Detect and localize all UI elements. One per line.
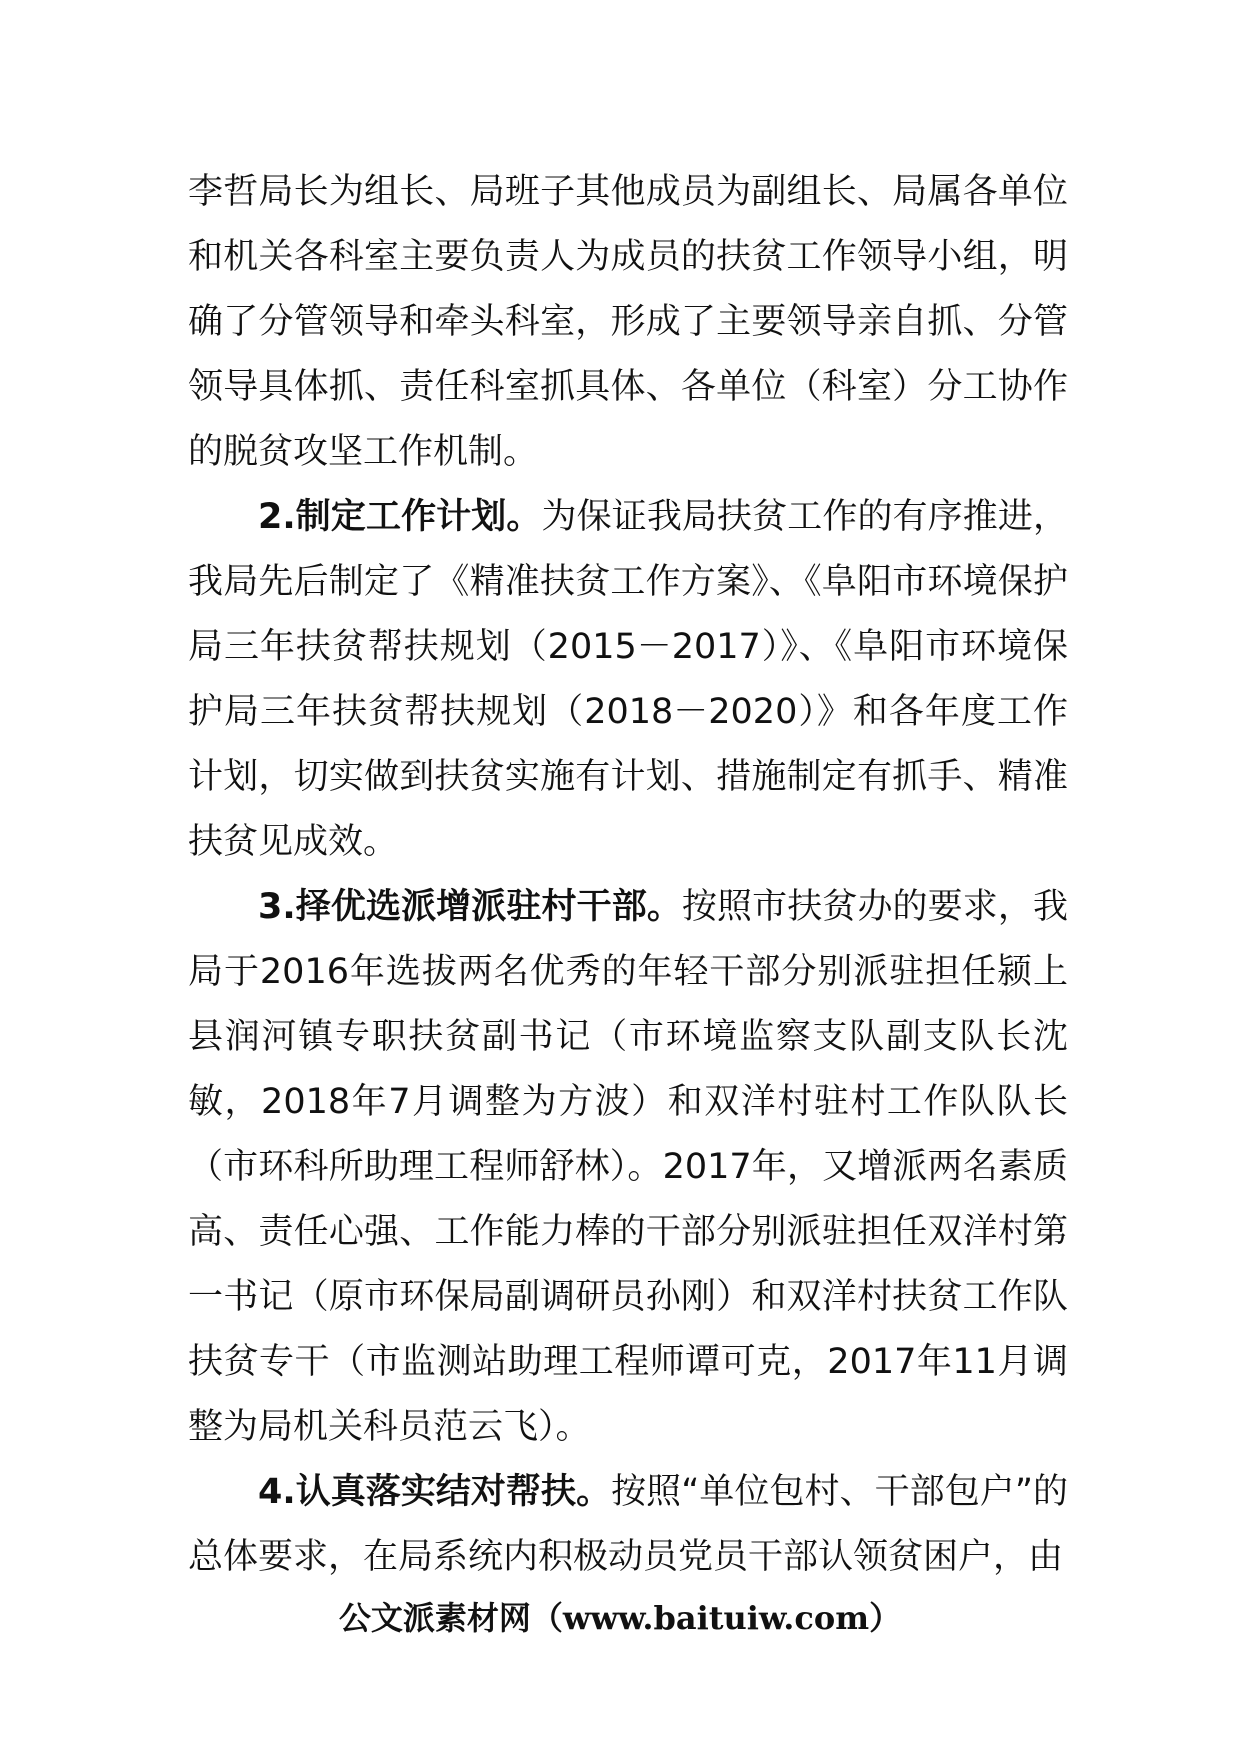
- paragraph-3-text: 按照市扶贫办的要求，我局于2016年选拔两名优秀的年轻干部分别派驻担任颍上县润河镇专职扶贫副书记（市环境监察支队副支队长沈敏，2018年7月调整为方波）和双洋村驻村工作队队长（市环科所助理工程师舒林）。2017年，又增派两名素质高、责任心强、工作能力棒的干部分别派驻担任双洋村第一书记（原市环保局副调研员孙刚）和双洋村扶贫工作队扶贫专干（市监测站助理工程师谭可克，2017年11月调整为局机关科员范云飞）。: [188, 887, 1068, 1447]
- paragraph-4: [188, 1460, 1068, 1590]
- paragraph-2: [188, 485, 1068, 875]
- footer-watermark: 公文派素材网（www.baituiw.com）: [338, 1599, 902, 1637]
- paragraph-4-heading: 4.认真落实结对帮扶。: [258, 1472, 612, 1512]
- paragraph-2-heading: 2.制定工作计划。: [258, 497, 542, 537]
- paragraph-1-text: 李哲局长为组长、局班子其他成员为副组长、局属各单位和机关各科室主要负责人为成员的扶贫工作领导小组，明确了分管领导和牵头科室，形成了主要领导亲自抓、分管领导具体抓、责任科室抓具体、各单位（科室）分工协作的脱贫攻坚工作机制。: [188, 172, 1068, 472]
- paragraph-3: [188, 875, 1068, 1460]
- paragraph-2-text: 为保证我局扶贫工作的有序推进，我局先后制定了《精准扶贫工作方案》、《阜阳市环境保护局三年扶贫帮扶规划（2015－2017）》、《阜阳市环境保护局三年扶贫帮扶规划（2018－2020）》和各年度工作计划，切实做到扶贫实施有计划、措施制定有抓手、精准扶贫见成效。: [188, 497, 1068, 862]
- paragraph-4-text: 按照“单位包村、干部包户”的总体要求，在局系统内积极动员党员干部认领贫困户，由: [188, 1472, 1068, 1577]
- paragraph-3-heading: 3.择优选派增派驻村干部。: [258, 887, 682, 927]
- document-body: [188, 160, 1068, 1590]
- paragraph-1: [188, 160, 1068, 485]
